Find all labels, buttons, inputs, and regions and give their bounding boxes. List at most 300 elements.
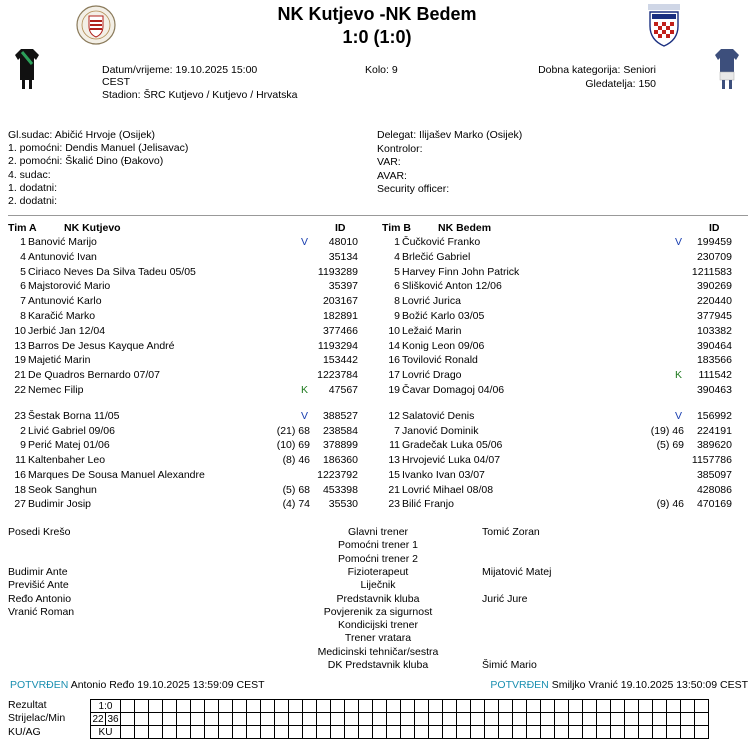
player-number: 9 xyxy=(394,310,400,322)
results-cell-empty xyxy=(219,713,233,726)
results-cell-empty xyxy=(681,700,695,713)
results-cell: 22 xyxy=(92,713,104,725)
player-id: 389620 xyxy=(696,439,732,452)
results-cell-empty xyxy=(205,713,219,726)
team-a-player-row xyxy=(8,325,378,338)
player-name: Božić Karlo 03/05 xyxy=(402,310,485,322)
player-name: Brlečić Gabriel xyxy=(402,250,471,263)
team-a-player-row xyxy=(8,310,378,323)
player-name: Perić Matej 01/06 xyxy=(28,439,110,452)
substitution-info: (21) 68 xyxy=(276,424,310,437)
results-cell-empty xyxy=(359,726,373,739)
player-name: Barros De Jesus Kayque André xyxy=(28,339,175,352)
team-b-player-row xyxy=(382,454,752,467)
team-a-player-row xyxy=(8,266,378,279)
results-cell-empty xyxy=(625,700,639,713)
away-jersey-icon xyxy=(714,48,740,93)
player-id: 1223792 xyxy=(317,468,358,481)
results-cell-empty xyxy=(625,713,639,726)
staff-away: Jurić Jure xyxy=(482,592,528,605)
player-name: Lovrić Mihael 08/08 xyxy=(402,483,494,496)
results-cell-empty xyxy=(289,700,303,713)
player-id: 153442 xyxy=(322,354,358,367)
results-cell-empty xyxy=(233,726,247,739)
player-number: 10 xyxy=(14,324,26,337)
results-cell-empty xyxy=(639,726,653,739)
player-name: De Quadros Bernardo 07/07 xyxy=(28,369,160,382)
results-cell-empty xyxy=(569,726,583,739)
results-cell-empty xyxy=(471,713,485,726)
player-id: 1193294 xyxy=(317,339,358,352)
confirm-left-text: Antonio Ređo 19.10.2025 13:59:09 CEST xyxy=(70,679,265,691)
official-right-line: AVAR: xyxy=(377,169,407,182)
substitution-info: (10) 69 xyxy=(276,439,310,452)
results-cell-empty xyxy=(163,700,177,713)
player-name: Marques De Sousa Manuel Alexandre xyxy=(28,468,205,481)
team-b-player-row xyxy=(382,384,752,397)
results-cell-empty xyxy=(653,726,667,739)
results-row xyxy=(91,700,709,713)
player-number: 14 xyxy=(388,339,400,352)
player-name: Ležaić Marin xyxy=(402,324,462,337)
staff-role: DK Predstavnik kluba xyxy=(327,659,429,671)
results-cell-empty xyxy=(373,726,387,739)
results-cell-empty xyxy=(317,700,331,713)
results-cell-empty xyxy=(121,713,135,726)
player-number: 13 xyxy=(14,339,26,352)
staff-role: Pomoćni trener 1 xyxy=(338,539,418,552)
results-cell-empty xyxy=(555,700,569,713)
player-name: Harvey Finn John Patrick xyxy=(402,265,520,278)
team-a-player-row xyxy=(8,340,378,353)
results-cell-empty xyxy=(261,713,275,726)
player-name: Majstorović Mario xyxy=(28,280,111,293)
staff-role: Kondicijski trener xyxy=(338,619,418,632)
results-cell-empty xyxy=(555,726,569,739)
team-b-player-row xyxy=(382,266,752,279)
results-cell-empty xyxy=(177,700,191,713)
results-cell-empty xyxy=(149,726,163,739)
match-timezone: CEST xyxy=(102,76,131,88)
player-number: 22 xyxy=(14,384,26,396)
staff-role: Fizioterapeut xyxy=(347,565,409,578)
player-name: Gradečak Luka 05/06 xyxy=(402,439,503,452)
results-cell-empty xyxy=(597,700,611,713)
results-cell-empty xyxy=(457,713,471,726)
results-cell-empty xyxy=(457,700,471,713)
results-cell-empty xyxy=(653,713,667,726)
results-cell-empty xyxy=(177,713,191,726)
team-b-name: NK Bedem xyxy=(438,222,492,234)
results-cell-empty xyxy=(387,700,401,713)
results-cell-empty xyxy=(345,700,359,713)
player-name: Ciriaco Neves Da Silva Tadeu 05/05 xyxy=(28,265,196,278)
player-name: Jerbić Jan 12/04 xyxy=(28,324,106,337)
player-number: 5 xyxy=(394,265,400,278)
team-a-player-row xyxy=(8,498,378,511)
player-id: 388527 xyxy=(322,410,358,422)
player-number: 2 xyxy=(20,424,26,437)
player-number: 9 xyxy=(20,439,26,452)
results-cell-empty xyxy=(401,700,415,713)
results-grid xyxy=(90,699,709,739)
player-number: 1 xyxy=(394,236,400,248)
results-row xyxy=(91,726,709,739)
results-cell-empty xyxy=(233,713,247,726)
results-cell-empty xyxy=(527,713,541,726)
results-cell-empty xyxy=(485,700,499,713)
player-number: 18 xyxy=(14,483,26,496)
player-id: 199459 xyxy=(696,236,732,248)
results-row xyxy=(91,713,709,726)
player-number: 8 xyxy=(20,310,26,322)
player-id: 1157786 xyxy=(691,454,732,467)
results-cell-empty xyxy=(555,713,569,726)
results-cell-empty xyxy=(569,713,583,726)
results-cell-empty xyxy=(597,713,611,726)
official-right-line: Delegat: Ilijašev Marko (Osijek) xyxy=(377,129,523,141)
team-b-player-row xyxy=(382,369,752,382)
results-cell-empty xyxy=(359,713,373,726)
team-b-player-row xyxy=(382,325,752,338)
results-cell-empty xyxy=(191,713,205,726)
staff-role: Medicinski tehničar/sestra xyxy=(317,645,439,658)
staff-home: Previšić Ante xyxy=(8,579,69,592)
results-cell-empty xyxy=(359,700,373,713)
team-b-player-row xyxy=(382,439,752,452)
results-cell-empty xyxy=(247,700,261,713)
team-b-player-row xyxy=(382,340,752,353)
official-left-line: 1. dodatni: xyxy=(8,181,58,194)
results-cell-empty xyxy=(191,700,205,713)
team-a-player-row xyxy=(8,410,378,423)
results-cell-empty xyxy=(611,713,625,726)
substitution-info: (5) 68 xyxy=(282,483,310,496)
player-id: 470169 xyxy=(696,498,732,511)
player-name: Lovrić Jurica xyxy=(402,295,461,308)
results-cell-empty xyxy=(429,726,443,739)
player-name: Antunović Karlo xyxy=(28,295,102,308)
results-cell-empty xyxy=(499,713,513,726)
player-id: 390463 xyxy=(696,384,732,396)
results-cell-empty xyxy=(499,726,513,739)
player-id: 428086 xyxy=(696,483,732,496)
player-name: Salatović Denis xyxy=(402,410,475,422)
player-id: 238584 xyxy=(322,424,358,437)
results-cell-empty xyxy=(261,700,275,713)
staff-role: Glavni trener xyxy=(347,526,409,538)
player-name: Lovrić Drago xyxy=(402,369,462,382)
results-cell-empty xyxy=(345,713,359,726)
player-name: Bilić Franjo xyxy=(402,498,454,511)
official-right-line: Kontrolor: xyxy=(377,142,423,155)
player-number: 23 xyxy=(14,410,26,422)
team-b-id-header: ID xyxy=(709,222,720,234)
player-number: 27 xyxy=(14,498,26,511)
player-id: 1223784 xyxy=(317,369,358,382)
match-category: Dobna kategorija: Seniori xyxy=(538,64,656,76)
player-name: Janović Dominik xyxy=(402,424,479,437)
results-label-score: Rezultat xyxy=(8,699,47,711)
results-cell-empty xyxy=(541,700,555,713)
results-cell-empty xyxy=(121,726,135,739)
player-number: 16 xyxy=(14,468,26,481)
player-id: 224191 xyxy=(696,424,732,437)
results-cell-empty xyxy=(275,700,289,713)
results-cell-empty xyxy=(681,713,695,726)
player-name: Konig Leon 09/06 xyxy=(402,339,485,352)
captain-marker: K xyxy=(301,384,309,396)
results-cell-empty xyxy=(541,726,555,739)
player-number: 4 xyxy=(20,250,26,263)
results-cell-empty xyxy=(219,700,233,713)
official-right-line: VAR: xyxy=(377,156,401,168)
results-cell-empty xyxy=(415,726,429,739)
substitution-info: (19) 46 xyxy=(650,424,684,437)
results-cell-empty xyxy=(667,700,681,713)
match-title: NK Kutjevo -NK Bedem xyxy=(277,4,477,24)
player-name: Kaltenbaher Leo xyxy=(28,454,106,467)
confirm-left xyxy=(10,679,265,691)
team-a-player-row xyxy=(8,295,378,308)
results-cell-empty xyxy=(135,700,149,713)
official-left-line: 2. dodatni: xyxy=(8,195,58,207)
player-id: 186360 xyxy=(322,454,358,467)
results-cell-empty xyxy=(191,726,205,739)
team-a-player-row xyxy=(8,469,378,482)
team-b-player-row xyxy=(382,280,752,293)
results-cell-empty xyxy=(205,700,219,713)
match-datetime: Datum/vrijeme: 19.10.2025 15:00 xyxy=(102,64,258,76)
results-cell-empty xyxy=(443,713,457,726)
match-stadium: Stadion: ŠRC Kutjevo / Kutjevo / Hrvatska xyxy=(102,89,298,101)
results-cell-empty xyxy=(247,726,261,739)
player-number: 5 xyxy=(20,265,26,278)
player-name: Karačić Marko xyxy=(28,310,96,322)
team-a-id-header: ID xyxy=(335,222,346,234)
results-cell-empty xyxy=(415,713,429,726)
staff-away: Tomić Zoran xyxy=(482,526,540,538)
results-cell-empty xyxy=(331,700,345,713)
player-name: Tovilović Ronald xyxy=(402,354,478,367)
player-id: 47567 xyxy=(328,384,358,396)
divider xyxy=(8,215,748,216)
results-cell-empty xyxy=(303,726,317,739)
results-cell-empty xyxy=(401,713,415,726)
results-cell-empty xyxy=(471,726,485,739)
player-number: 6 xyxy=(394,280,400,293)
player-number: 19 xyxy=(14,354,26,367)
player-number: 12 xyxy=(388,410,400,422)
player-name: Seok Sanghun xyxy=(28,483,97,496)
goalkeeper-marker: V xyxy=(675,236,683,248)
results-cell-empty xyxy=(289,726,303,739)
player-id: 385097 xyxy=(696,468,732,481)
player-number: 7 xyxy=(20,295,26,308)
results-cell-empty xyxy=(513,700,527,713)
results-cell-empty xyxy=(429,713,443,726)
results-cell-empty xyxy=(583,713,597,726)
player-id: 35134 xyxy=(328,250,358,263)
player-number: 1 xyxy=(20,236,26,248)
staff-home: Vranić Roman xyxy=(8,605,75,618)
team-b-player-row xyxy=(382,251,752,264)
results-cell-empty xyxy=(205,726,219,739)
team-b-player-row xyxy=(382,295,752,308)
player-name: Čučković Franko xyxy=(402,236,481,248)
official-right-line: Security officer: xyxy=(377,183,450,195)
results-cell-empty xyxy=(611,726,625,739)
results-cell-empty xyxy=(569,700,583,713)
staff-role: Pomoćni trener 2 xyxy=(338,552,418,565)
player-number: 17 xyxy=(388,369,400,382)
team-b-player-row xyxy=(382,469,752,482)
confirm-left-status: POTVRĐEN xyxy=(10,679,69,691)
player-id: 48010 xyxy=(328,236,358,248)
player-id: 156992 xyxy=(696,410,732,422)
results-cell-empty xyxy=(345,726,359,739)
results-label-scorer: Strijelac/Min xyxy=(8,712,66,724)
player-name: Šestak Borna 11/05 xyxy=(28,410,120,422)
results-cell-empty xyxy=(177,726,191,739)
results-cell-empty xyxy=(401,726,415,739)
team-b-player-row xyxy=(382,425,752,438)
team-a-player-row xyxy=(8,384,378,397)
team-a-player-row xyxy=(8,280,378,293)
results-cell-empty xyxy=(513,726,527,739)
confirm-right-text: Smiljko Vranić 19.10.2025 13:50:09 CEST xyxy=(551,679,748,691)
results-cell-empty xyxy=(611,700,625,713)
player-id: 183566 xyxy=(696,354,732,367)
team-a-player-row xyxy=(8,236,378,249)
player-id: 390269 xyxy=(696,280,732,293)
staff-role: Povjerenik za sigurnost xyxy=(323,605,433,618)
player-id: 1211583 xyxy=(691,265,732,278)
results-cell-empty xyxy=(135,726,149,739)
player-name: Hrvojević Luka 04/07 xyxy=(402,454,501,467)
results-cell-empty xyxy=(541,713,555,726)
results-cell-empty xyxy=(527,726,541,739)
results-cell-empty xyxy=(261,726,275,739)
staff-away: Šimić Mario xyxy=(482,659,537,671)
team-a-player-row xyxy=(8,354,378,367)
results-cell-empty xyxy=(415,700,429,713)
results-cell-empty xyxy=(457,726,471,739)
results-cell-empty xyxy=(387,713,401,726)
team-a-player-row xyxy=(8,369,378,382)
results-cell-empty xyxy=(667,713,681,726)
team-a-player-row xyxy=(8,439,378,452)
team-b-player-row xyxy=(382,310,752,323)
results-cell: 1:0 xyxy=(91,700,121,713)
player-id: 230709 xyxy=(696,250,732,263)
player-number: 11 xyxy=(389,439,400,452)
results-cell-empty xyxy=(275,726,289,739)
results-cell-empty xyxy=(639,713,653,726)
results-cell-empty xyxy=(275,713,289,726)
results-cell-empty xyxy=(695,700,709,713)
player-id: 378899 xyxy=(322,439,358,452)
results-cell-empty xyxy=(317,726,331,739)
player-number: 21 xyxy=(388,483,400,496)
results-cell-empty xyxy=(527,700,541,713)
player-name: Antunović Ivan xyxy=(28,250,97,263)
player-id: 103382 xyxy=(696,324,732,337)
results-cell-empty xyxy=(387,726,401,739)
match-score: 1:0 (1:0) xyxy=(342,27,412,47)
results-cell-empty xyxy=(639,700,653,713)
results-cell-empty xyxy=(625,726,639,739)
player-id: 35530 xyxy=(328,498,358,511)
player-name: Budimir Josip xyxy=(28,498,92,511)
results-cell-empty xyxy=(513,713,527,726)
results-cell-empty xyxy=(695,713,709,726)
staff-role: Trener vratara xyxy=(344,632,412,645)
staff-home: Ređo Antonio xyxy=(8,592,72,605)
player-number: 21 xyxy=(14,369,26,382)
results-cell-empty xyxy=(373,713,387,726)
results-cell-empty xyxy=(303,700,317,713)
team-a-name: NK Kutjevo xyxy=(64,222,121,234)
player-id: 111542 xyxy=(698,369,732,382)
staff-home: Budimir Ante xyxy=(8,565,68,578)
team-a-label: Tim A xyxy=(8,222,37,234)
player-number: 10 xyxy=(388,324,400,337)
results-cell-empty xyxy=(135,713,149,726)
confirm-right xyxy=(490,679,748,691)
confirm-right-status: POTVRĐEN xyxy=(490,679,549,691)
results-cell-empty xyxy=(667,726,681,739)
player-name: Slišković Anton 12/06 xyxy=(402,280,502,293)
home-jersey-icon xyxy=(14,48,40,93)
official-left-line: 1. pomoćni: Dendis Manuel (Jelisavac) xyxy=(8,142,189,155)
substitution-info: (5) 69 xyxy=(656,439,684,452)
player-name: Čavar Domagoj 04/06 xyxy=(402,384,505,396)
results-cell-empty xyxy=(163,713,177,726)
official-left-line: Gl.sudac: Abičić Hrvoje (Osijek) xyxy=(8,129,156,141)
goalkeeper-marker: V xyxy=(301,236,309,248)
player-id: 377945 xyxy=(696,310,732,322)
results-cell-empty xyxy=(373,700,387,713)
results-cell-empty xyxy=(289,713,303,726)
results-cell: 36 xyxy=(107,713,119,725)
player-name: Livić Gabriel 09/06 xyxy=(28,424,115,437)
captain-marker: K xyxy=(675,369,683,382)
official-left-line: 2. pomoćni: Škalić Dino (Đakovo) xyxy=(8,155,164,168)
player-number: 23 xyxy=(388,498,400,511)
substitution-info: (9) 46 xyxy=(656,498,684,511)
player-number: 4 xyxy=(394,250,400,263)
match-spectators: Gledatelja: 150 xyxy=(585,78,656,90)
player-name: Nemec Filip xyxy=(28,384,84,396)
team-b-player-row xyxy=(382,410,752,423)
player-number: 8 xyxy=(394,295,400,308)
results-cell-empty xyxy=(485,713,499,726)
results-cell-empty xyxy=(583,726,597,739)
team-b-player-row xyxy=(382,354,752,367)
results-cell-empty xyxy=(429,700,443,713)
player-name: Ivanko Ivan 03/07 xyxy=(402,468,485,481)
results-cell-empty xyxy=(695,726,709,739)
results-cell-empty xyxy=(485,726,499,739)
staff-role: Predstavnik kluba xyxy=(336,592,420,605)
results-cell: KU xyxy=(91,726,121,739)
team-b-player-row xyxy=(382,484,752,497)
substitution-info: (8) 46 xyxy=(282,454,310,467)
results-cell-empty xyxy=(317,713,331,726)
player-id: 1193289 xyxy=(317,265,358,278)
player-number: 15 xyxy=(388,468,400,481)
